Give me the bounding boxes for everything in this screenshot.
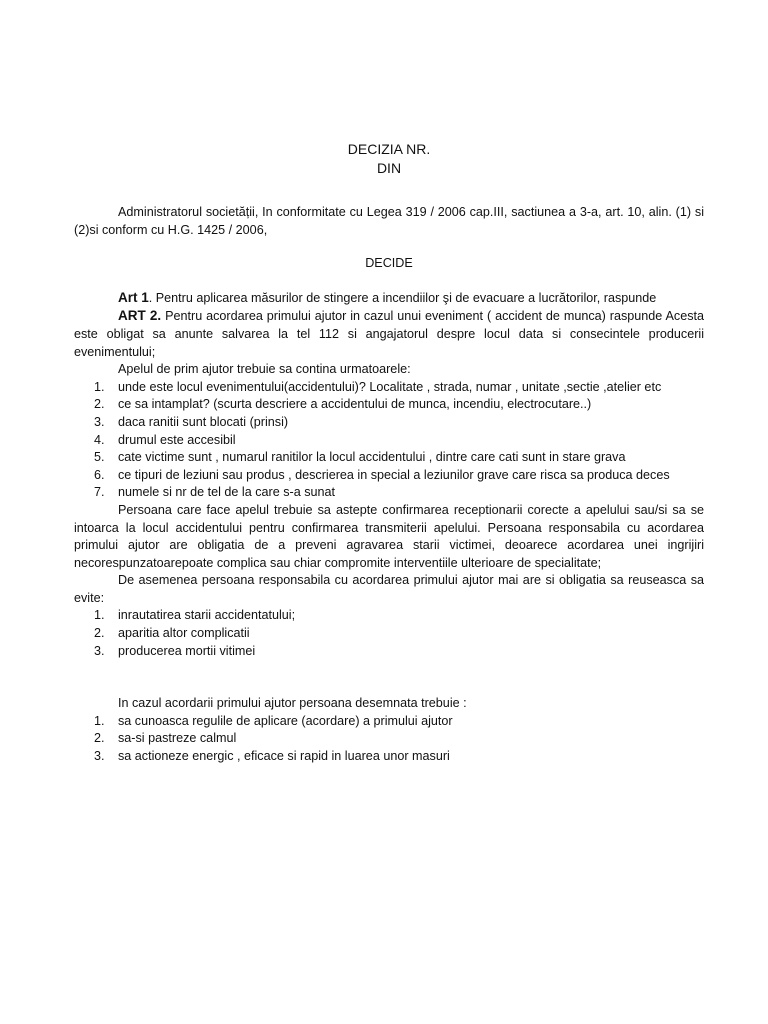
list-item: 2. aparitia altor complicatii — [94, 626, 250, 641]
document-body — [74, 140, 704, 766]
call-item-text: cate victime sunt , numarul ranitilor la locul accidentului , dintre care cati sunt in stare grava — [118, 450, 626, 465]
avoid-items-list — [74, 607, 704, 660]
avoid-item-text: inrautatirea starii accidentatului; — [118, 608, 296, 623]
avoid-intro: De asemenea persoana responsabila cu acordarea primului ajutor mai are si obligatia sa reuseasca sa evite: — [74, 573, 704, 605]
article-1 — [74, 289, 704, 308]
call-item-text: daca ranitii sunt blocati (prinsi) — [118, 414, 289, 429]
document-title — [74, 140, 704, 178]
list-item: 3. producerea mortii vitimei — [94, 643, 256, 658]
call-item-text: ce sa intamplat? (scurta descriere a accidentului de munca, incendiu, electrocutare..) — [118, 397, 592, 412]
call-item-text: ce tipuri de leziuni sau produs , descrierea in special a leziunilor grave care risca sa produca deces — [118, 467, 670, 482]
list-item: 5. cate victime sunt , numarul ranitilor la locul accidentului , dintre care cati sunt in stare grava — [94, 450, 626, 465]
list-item: 6. ce tipuri de leziuni sau produs , descrierea in special a leziunilor grave care risca sa produca deces — [94, 467, 670, 482]
call-item-text: drumul este accesibil — [118, 432, 236, 447]
call-item-text: unde este locul evenimentului(accidentului)? Localitate , strada, numar , unitate ,sectie ,atelier etc — [118, 379, 662, 394]
avoid-item-text: producerea mortii vitimei — [118, 643, 256, 658]
call-item-text: numele si nr de tel de la care s-a sunat — [118, 485, 336, 500]
title-date: DIN — [376, 160, 402, 176]
spacer — [74, 660, 704, 695]
designated-intro: In cazul acordarii primului ajutor persoana desemnata trebuie : — [118, 696, 467, 711]
list-item: 3. daca ranitii sunt blocati (prinsi) — [94, 414, 289, 429]
article-1-text: . Pentru aplicarea măsurilor de stingere a incendiilor şi de evacuare a lucrătorilor, raspunde — [148, 290, 657, 305]
list-item: 4. drumul este accesibil — [94, 432, 236, 447]
list-item: 2. sa-si pastreze calmul — [94, 731, 237, 746]
list-item: 1. inrautatirea starii accidentatului; — [94, 608, 296, 623]
article-2 — [74, 307, 704, 361]
avoid-item-text: aparitia altor complicatii — [118, 626, 250, 641]
call-items-list — [74, 379, 704, 502]
article-1-label: Art 1 — [118, 289, 149, 305]
list-item: 7. numele si nr de tel de la care s-a sunat — [94, 485, 336, 500]
decide-heading: DECIDE — [365, 256, 413, 271]
designated-item-text: sa actioneze energic , eficace si rapid in luarea unor masuri — [118, 749, 450, 764]
call-intro: Apelul de prim ajutor trebuie sa contina urmatoarele: — [118, 362, 411, 377]
list-item: 2. ce sa intamplat? (scurta descriere a accidentului de munca, incendiu, electrocutare..) — [94, 397, 592, 412]
list-item: 1. sa cunoasca regulile de aplicare (acordare) a primului ajutor — [94, 713, 453, 728]
article-2-label: ART 2. — [118, 308, 162, 324]
designated-item-text: sa cunoasca regulile de aplicare (acordare) a primului ajutor — [118, 713, 453, 728]
designated-item-text: sa-si pastreze calmul — [118, 731, 237, 746]
article-2-text: Pentru acordarea primului ajutor in cazul unui eveniment ( accident de munca) raspunde Acesta este obligat sa anunte salvarea la tel 112 si angajatorul despre locul data si consecintele producerii evenimentului; — [74, 309, 704, 359]
list-item: 3. sa actioneze energic , eficace si rapid in luarea unor masuri — [94, 749, 450, 764]
list-item: 1. unde este locul evenimentului(accidentului)? Localitate , strada, numar , unitate ,sectie ,atelier etc — [94, 379, 662, 394]
designated-items-list — [74, 713, 704, 766]
title-decision-number: DECIZIA NR. — [347, 141, 431, 157]
confirmation-paragraph: Persoana care face apelul trebuie sa astepte confirmarea receptionarii corecte a apelului sau/si sa se intoarca la locul accidentului pentru confirmarea transmiterii apelului. Persoana responsabila cu acordarea primului ajutor are obligatia de a preveni agravarea starii victimei, deoarece acordarea unei ingrijiri necorespunzatoarepoate complica sau chiar compromite interventiile ulterioare de specialitate; — [74, 502, 704, 570]
intro-paragraph: Administratorul societății, In conformitate cu Legea 319 / 2006 cap.III, sactiunea a 3-a, art. 10, alin. (1) si (2)si conform cu H.G. 1425 / 2006, — [74, 205, 704, 237]
